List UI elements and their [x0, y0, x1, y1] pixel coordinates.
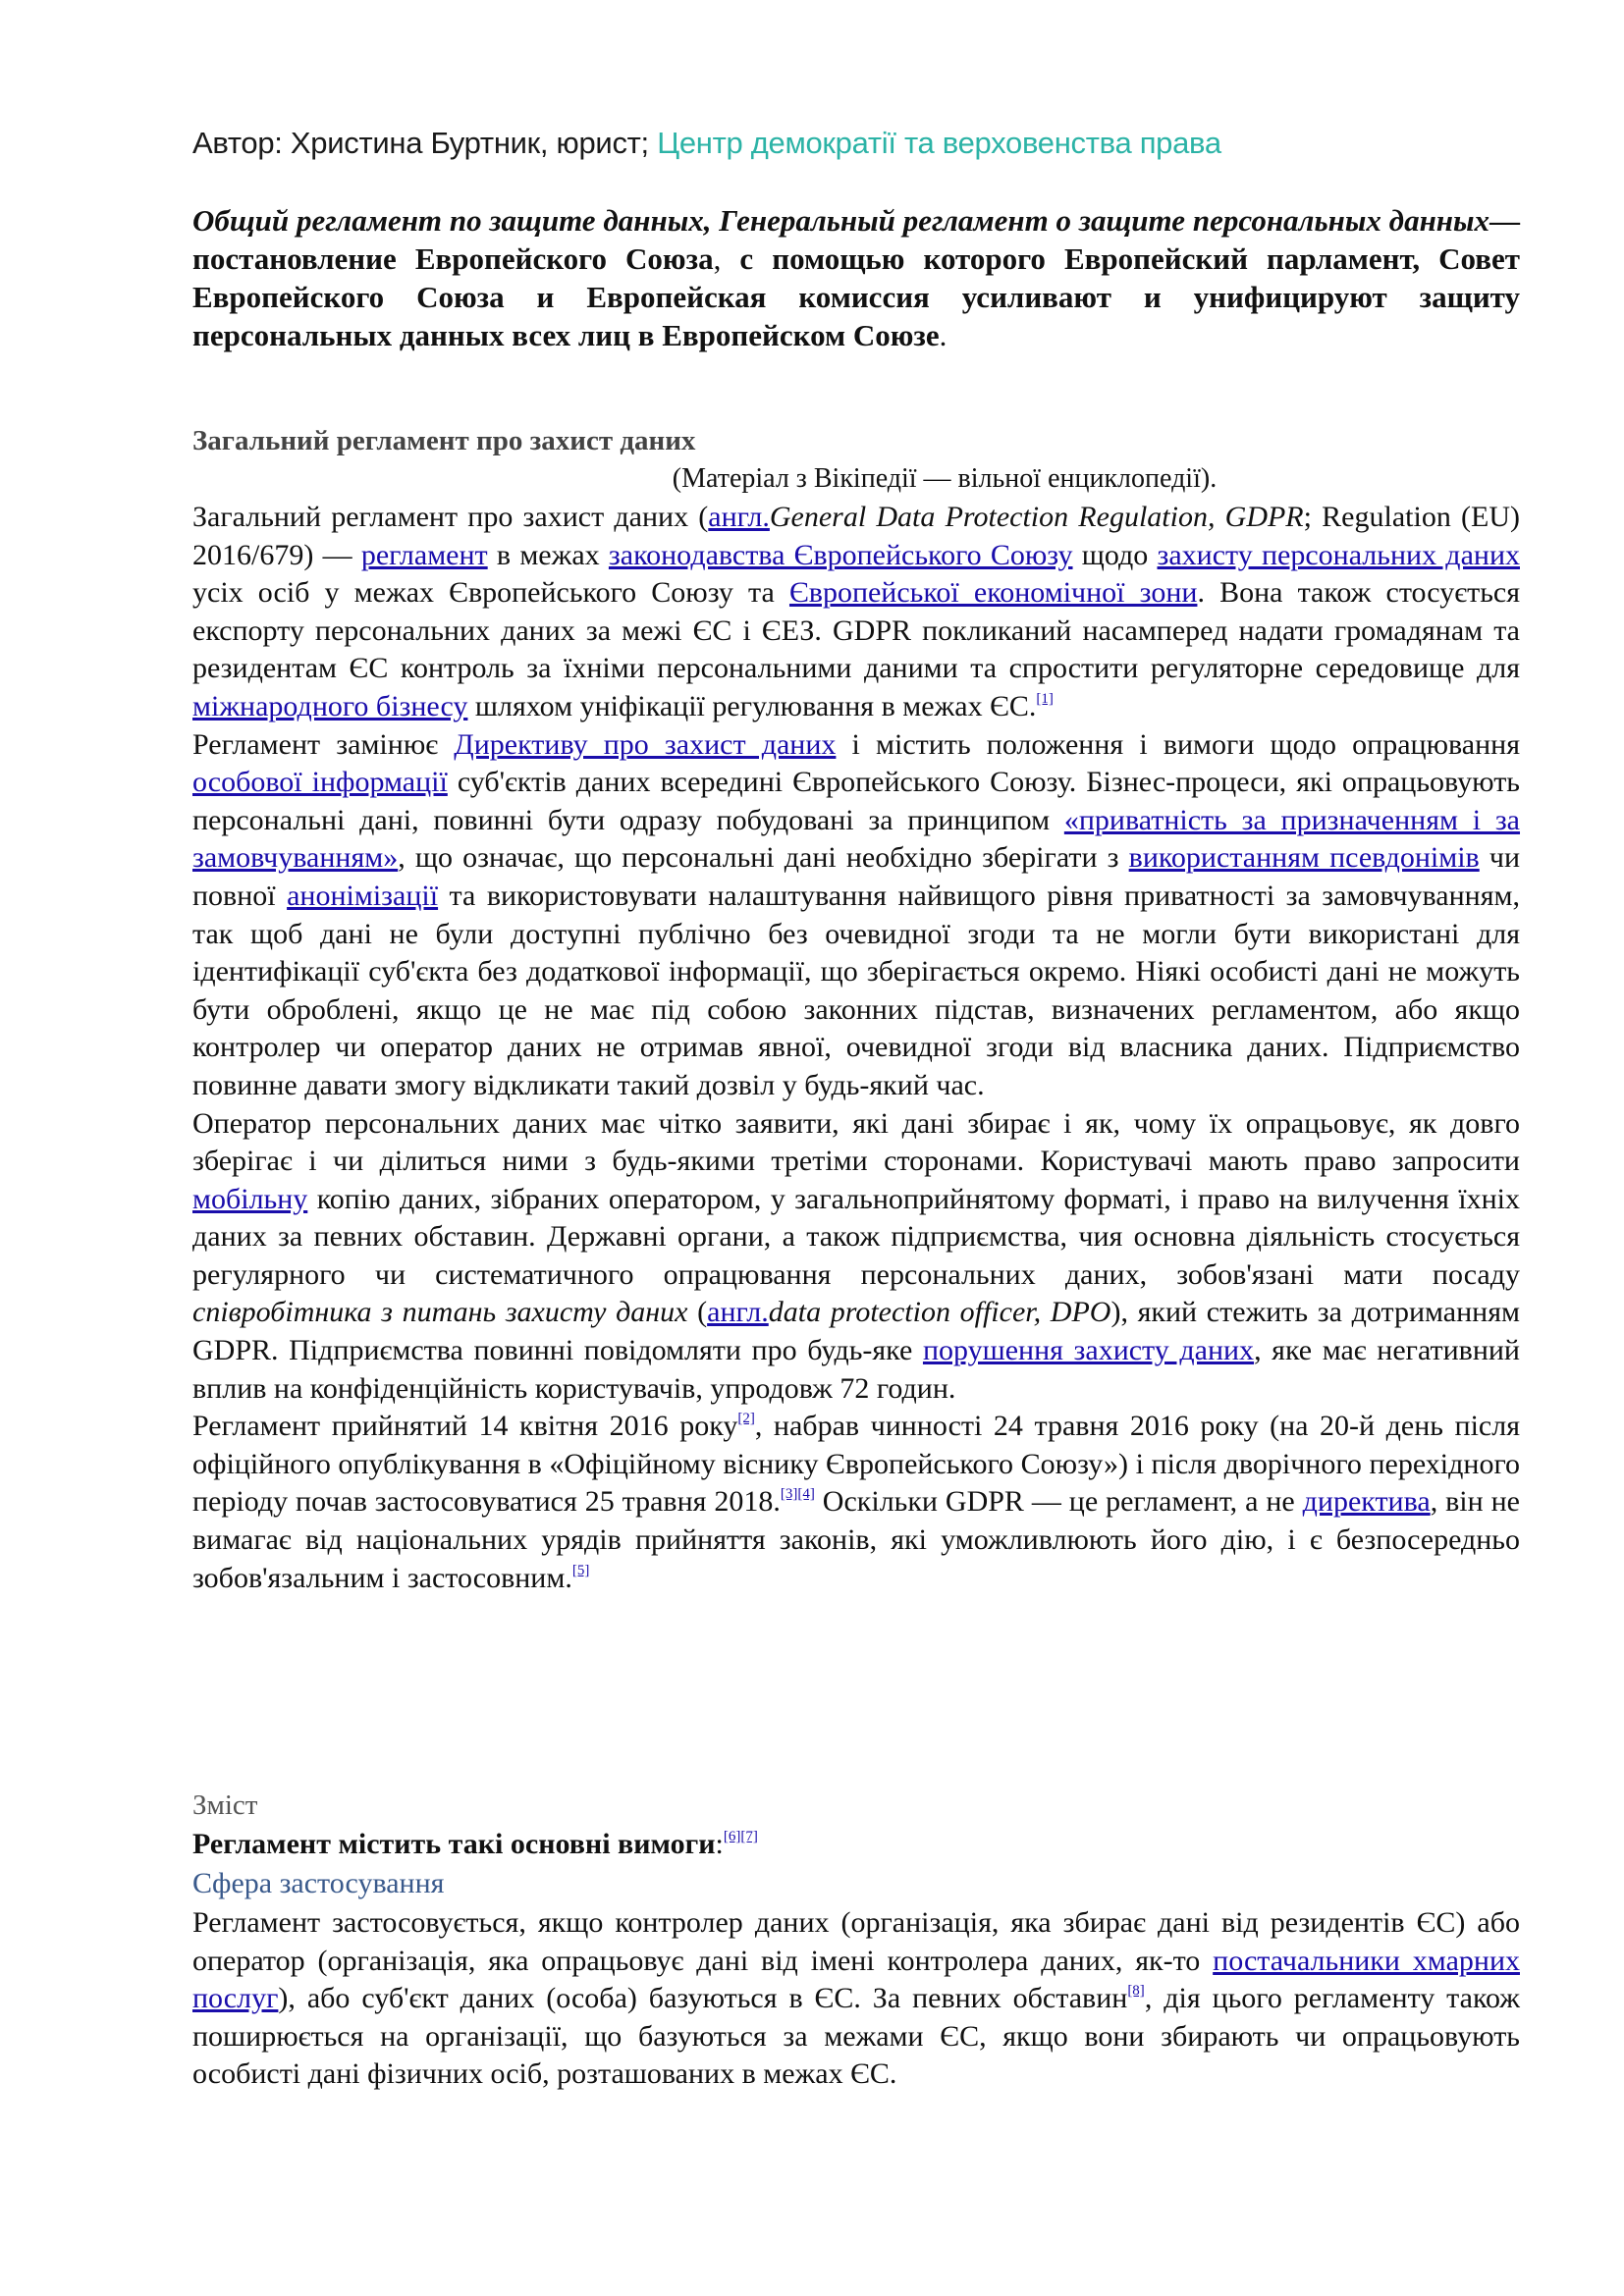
text: усіх осіб у межах Європейського Союзу та	[192, 576, 789, 610]
lead-paragraph	[192, 201, 1520, 354]
link-mobile[interactable]: мобільну	[192, 1182, 308, 1215]
reference-3-4	[781, 1486, 815, 1502]
reference-8	[1127, 1983, 1145, 1999]
toc-label: Зміст	[192, 1789, 258, 1821]
text: , він не вимагає від національних урядів прийняття законів, які уможливлюють його дію, і є безпосередньо зобов'язальним і застосовним.	[192, 1485, 1520, 1594]
lead-italic-title: Общий регламент по защите данных, Генеральный регламент о защите персональных данных	[192, 203, 1489, 238]
reference-5	[572, 1563, 590, 1578]
scope-heading: Сфера застосування	[192, 1867, 445, 1899]
ref-link-1[interactable]: [1]	[1036, 690, 1054, 707]
article-body	[192, 499, 1520, 1597]
text: Регламент замінює	[192, 727, 455, 761]
text: , яке має негативний вплив на конфіденційність користувачів, упродовж 72 годин.	[192, 1334, 1520, 1405]
lead-text-2: с помощью которого Европейский парламент, Совет Европейского Союза и Европейская комиссия усиливают и унифицируют защиту персональных данных всех лиц в Европейском Союзе	[192, 241, 1521, 352]
ref-link-5[interactable]: [5]	[571, 1562, 590, 1578]
ref-link-6[interactable]: [6]	[723, 1829, 741, 1844]
ref-link-8[interactable]: [8]	[1127, 1983, 1145, 2000]
text: , дія цього регламенту також поширюється на організації, що базуються за межами ЄС, якщо вони збирають чи опрацьовують особисті дані фізичних осіб, розташованих в межах ЄС.	[192, 1982, 1521, 2091]
requirements-title: Регламент містить такі основні вимоги	[192, 1828, 716, 1860]
link-intl-business[interactable]: міжнародного бізнесу	[192, 689, 468, 722]
link-reglament[interactable]: регламент	[360, 538, 488, 571]
link-cloud-providers[interactable]: постачальники хмарних послуг	[192, 1944, 1520, 2015]
author-line	[192, 126, 1221, 161]
link-eu-law[interactable]: законодавства Європейського Союзу	[608, 538, 1073, 571]
link-data-breach[interactable]: порушення захисту даних	[922, 1334, 1255, 1367]
text: ), або суб'єкт даних (особа) базуються в ЄС. За певних обставин	[278, 1982, 1128, 2015]
text: Регламент застосовується, якщо контролер даних (організація, яка збирає дані від резидентів ЄС) або оператор (організація, яка опрацьовує дані від імені контролера даних, як-то	[192, 1906, 1520, 1977]
reference-2	[737, 1411, 755, 1426]
link-directive-2[interactable]: директива	[1302, 1485, 1431, 1519]
ref-link-2[interactable]: [2]	[737, 1411, 755, 1427]
text: ), який стежить за дотриманням GDPR. Підприємства повинні повідомляти про будь-яке	[192, 1296, 1520, 1367]
ref-link-7[interactable]: [7]	[740, 1829, 758, 1844]
lead-end: .	[939, 318, 947, 352]
text: щодо	[1072, 538, 1158, 571]
lead-text: — постановление Европейского Союза	[192, 203, 1520, 276]
link-data-protection[interactable]: захисту персональних даних	[1157, 538, 1520, 571]
text: , набрав чинності 24 травня 2016 року (на 20-й день після офіційного опублікування в «Офіційному віснику Європейського Союзу») і після дворічного перехідного періоду почав застосовуватися 25 травня 2018.	[192, 1410, 1520, 1519]
link-personal-info[interactable]: особової інформації	[192, 766, 448, 799]
text: в межах	[487, 538, 609, 571]
ref-link-3[interactable]: [3]	[780, 1486, 798, 1503]
reference-6-7	[724, 1829, 758, 1844]
text: ; Regulation (EU) 2016/679) —	[192, 501, 1520, 571]
text: чи повної	[192, 841, 1521, 912]
text: шляхом уніфікації регулювання в межах ЄС.	[467, 689, 1037, 722]
text: суб'єктів даних всередині Європейського Союзу. Бізнес-процеси, які опрацьовують персональні дані, повинні бути одразу побудовані за принципом	[192, 766, 1520, 836]
paragraph-3	[192, 1105, 1520, 1409]
requirements-heading	[192, 1828, 758, 1861]
link-eea[interactable]: Європейської економічної зони	[788, 576, 1198, 610]
source-note: (Матеріал з Вікіпедії — вільної енциклопедії).	[672, 463, 1218, 494]
text: . Вона також стосується експорту персональних даних за межі ЄС і ЄЕЗ. GDPR покликаний насамперед надати громадянам та резидентам ЄС контроль за їхніми персональними даними та спростити регуляторне середовище для	[192, 576, 1520, 685]
paragraph-4	[192, 1408, 1520, 1597]
text: Оператор персональних даних має чітко заявити, які дані збирає і як, чому їх опрацьовує, як довго зберігає і чи ділиться ними з будь-якими третіми сторонами. Користувачі мають право запросити	[192, 1106, 1520, 1178]
requirements-colon: :	[715, 1828, 724, 1860]
author-organization: Центр демократії та верховенства права	[657, 126, 1221, 160]
paragraph-1	[192, 499, 1520, 726]
reference-1	[1036, 691, 1054, 707]
link-angl[interactable]: англ.	[708, 501, 770, 533]
paragraph-2	[192, 726, 1520, 1105]
section-title: Загальний регламент про захист даних	[192, 425, 696, 456]
paragraph-5	[192, 1904, 1520, 2094]
ref-link-4[interactable]: [4]	[797, 1486, 815, 1503]
text-italic: General Data Protection Regulation, GDPR	[769, 501, 1304, 533]
text-italic: співробітника з питань захисту даних	[192, 1296, 688, 1329]
link-pseudonymization[interactable]: використанням псевдонімів	[1128, 841, 1480, 875]
text-italic: data protection officer, DPO	[768, 1296, 1111, 1329]
link-privacy-by-design[interactable]: «приватність за призначенням і за замовчуванням»	[192, 803, 1521, 875]
link-angl-2[interactable]: англ.	[707, 1296, 769, 1329]
text: Регламент прийнятий 14 квітня 2016 року	[192, 1410, 738, 1443]
text: (	[687, 1296, 708, 1329]
scope-body	[192, 1904, 1520, 2094]
text: Загальний регламент про захист даних (	[192, 501, 709, 533]
text: , що означає, що персональні дані необхідно зберігати з	[398, 841, 1129, 875]
text: та використовувати налаштування найвищого рівня приватності за замовчуванням, так щоб дані не були доступні публічно без очевидної згоди та не могли бути використані для ідентифікації суб'єкта без додаткової інформації, що зберігається окремо. Ніякі особисті дані не можуть бути оброблені, якщо це не має під собою законних підстав, визначених регламентом, або якщо контролер чи оператор даних не отримав явної, очевидної згоди від власника даних. Підприємство повинне давати змогу відкликати такий дозвіл у будь-який час.	[192, 879, 1520, 1101]
link-directive[interactable]: Директиву про захист даних	[454, 727, 837, 761]
text: копію даних, зібраних оператором, у загальноприйнятому форматі, і право на вилучення їхніх даних за певних обставин. Державні органи, а також підприємства, чия основна діяльність стосується регулярного чи систематичного опрацювання персональних даних, зобов'язані мати посаду	[192, 1182, 1520, 1291]
text: і містить положення і вимоги щодо опрацювання	[836, 727, 1521, 761]
lead-comma: ,	[713, 241, 722, 276]
text: Оскільки GDPR — це регламент, а не	[814, 1485, 1303, 1519]
link-anonymization[interactable]: анонімізації	[287, 879, 439, 912]
author-prefix: Автор: Христина Буртник, юрист;	[192, 126, 649, 160]
